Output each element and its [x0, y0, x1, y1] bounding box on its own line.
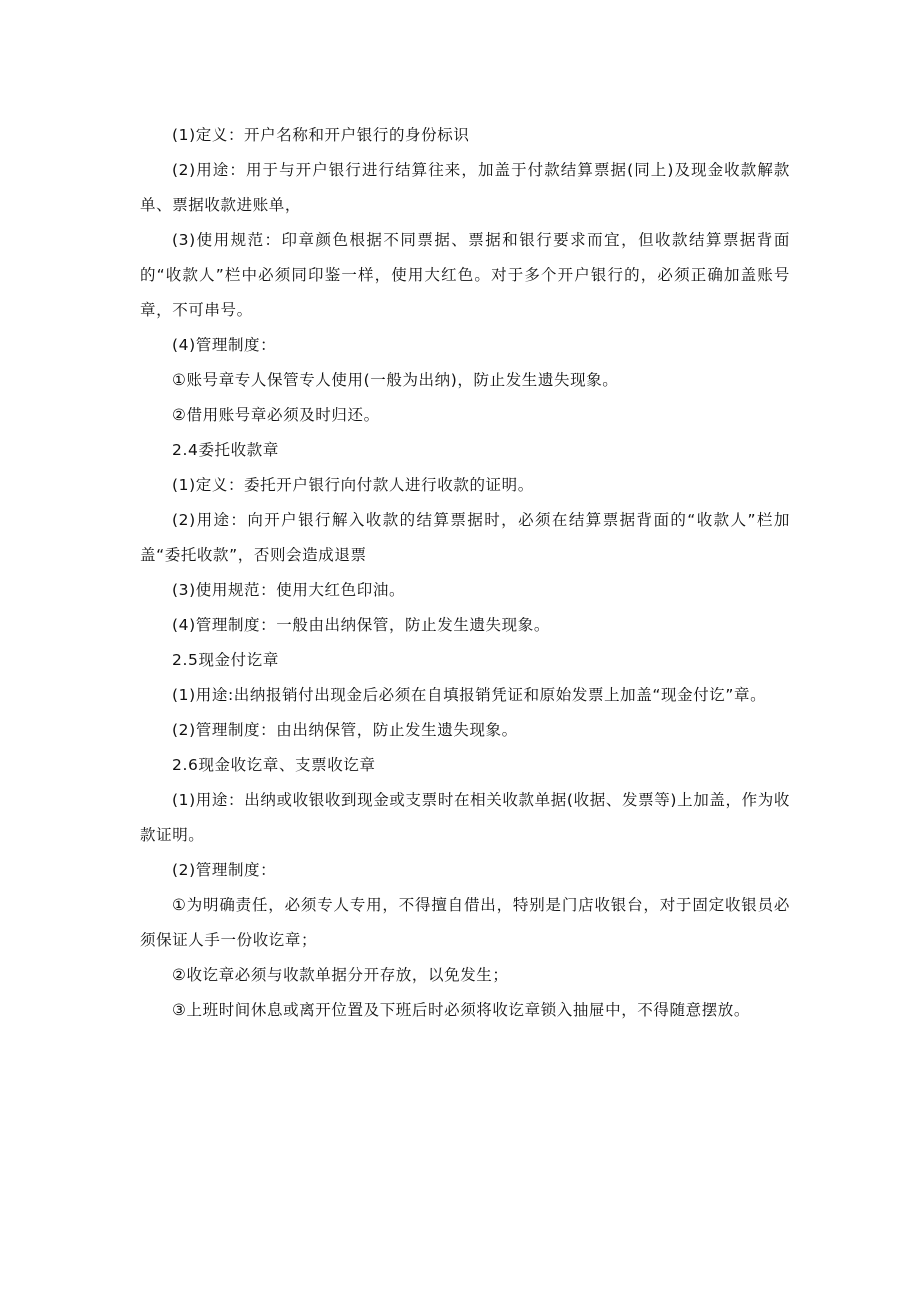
paragraph-cash-paid-seal-management: (2)管理制度：由出纳保管，防止发生遗失现象。: [172, 721, 518, 739]
section-heading-2-5: 2.5现金付讫章: [172, 651, 279, 669]
paragraph-collection-seal-usage: (3)使用规范：使用大红色印油。: [172, 581, 406, 599]
paragraph-account-seal-usage: (3)使用规范：印章颜色根据不同票据、票据和银行要求而宜，但收款结算票据背面的“收款人”栏中必须同印鉴一样，使用大红色。对于多个开户银行的，必须正确加盖账号章，不可串号。: [140, 231, 790, 319]
paragraph-collection-seal-definition: (1)定义：委托开户银行向付款人进行收款的证明。: [172, 476, 534, 494]
paragraph-received-seal-management: (2)管理制度：: [172, 861, 277, 879]
paragraph-account-seal-purpose: (2)用途：用于与开户银行进行结算往来，加盖于付款结算票据(同上)及现金收款解款单、票据收款进账单，: [140, 161, 790, 214]
section-heading-2-4: 2.4委托收款章: [172, 441, 279, 459]
list-item-received-seal-rule-3: ③上班时间休息或离开位置及下班后时必须将收讫章锁入抽屉中，不得随意摆放。: [172, 1001, 750, 1019]
list-item-account-seal-rule-1: ①账号章专人保管专人使用(一般为出纳)，防止发生遗失现象。: [172, 371, 619, 389]
paragraph-account-seal-management: (4)管理制度：: [172, 336, 277, 354]
paragraph-collection-seal-management: (4)管理制度：一般由出纳保管，防止发生遗失现象。: [172, 616, 550, 634]
list-item-received-seal-rule-1: ①为明确责任，必须专人专用，不得擅自借出，特别是门店收银台，对于固定收银员必须保证人手一份收讫章；: [140, 896, 790, 949]
paragraph-collection-seal-purpose: (2)用途：向开户银行解入收款的结算票据时，必须在结算票据背面的“收款人”栏加盖“委托收款”，否则会造成退票: [140, 511, 790, 564]
section-heading-2-6: 2.6现金收讫章、支票收讫章: [172, 756, 376, 774]
list-item-received-seal-rule-2: ②收讫章必须与收款单据分开存放，以免发生；: [172, 966, 509, 984]
paragraph-account-seal-definition: (1)定义：开户名称和开户银行的身份标识: [172, 126, 470, 144]
paragraph-cash-paid-seal-purpose: (1)用途:出纳报销付出现金后必须在自填报销凭证和原始发票上加盖“现金付讫”章。: [172, 686, 767, 704]
document-body: [140, 118, 790, 1028]
list-item-account-seal-rule-2: ②借用账号章必须及时归还。: [172, 406, 380, 424]
paragraph-received-seal-purpose: (1)用途：出纳或收银收到现金或支票时在相关收款单据(收据、发票等)上加盖，作为收款证明。: [140, 791, 790, 844]
